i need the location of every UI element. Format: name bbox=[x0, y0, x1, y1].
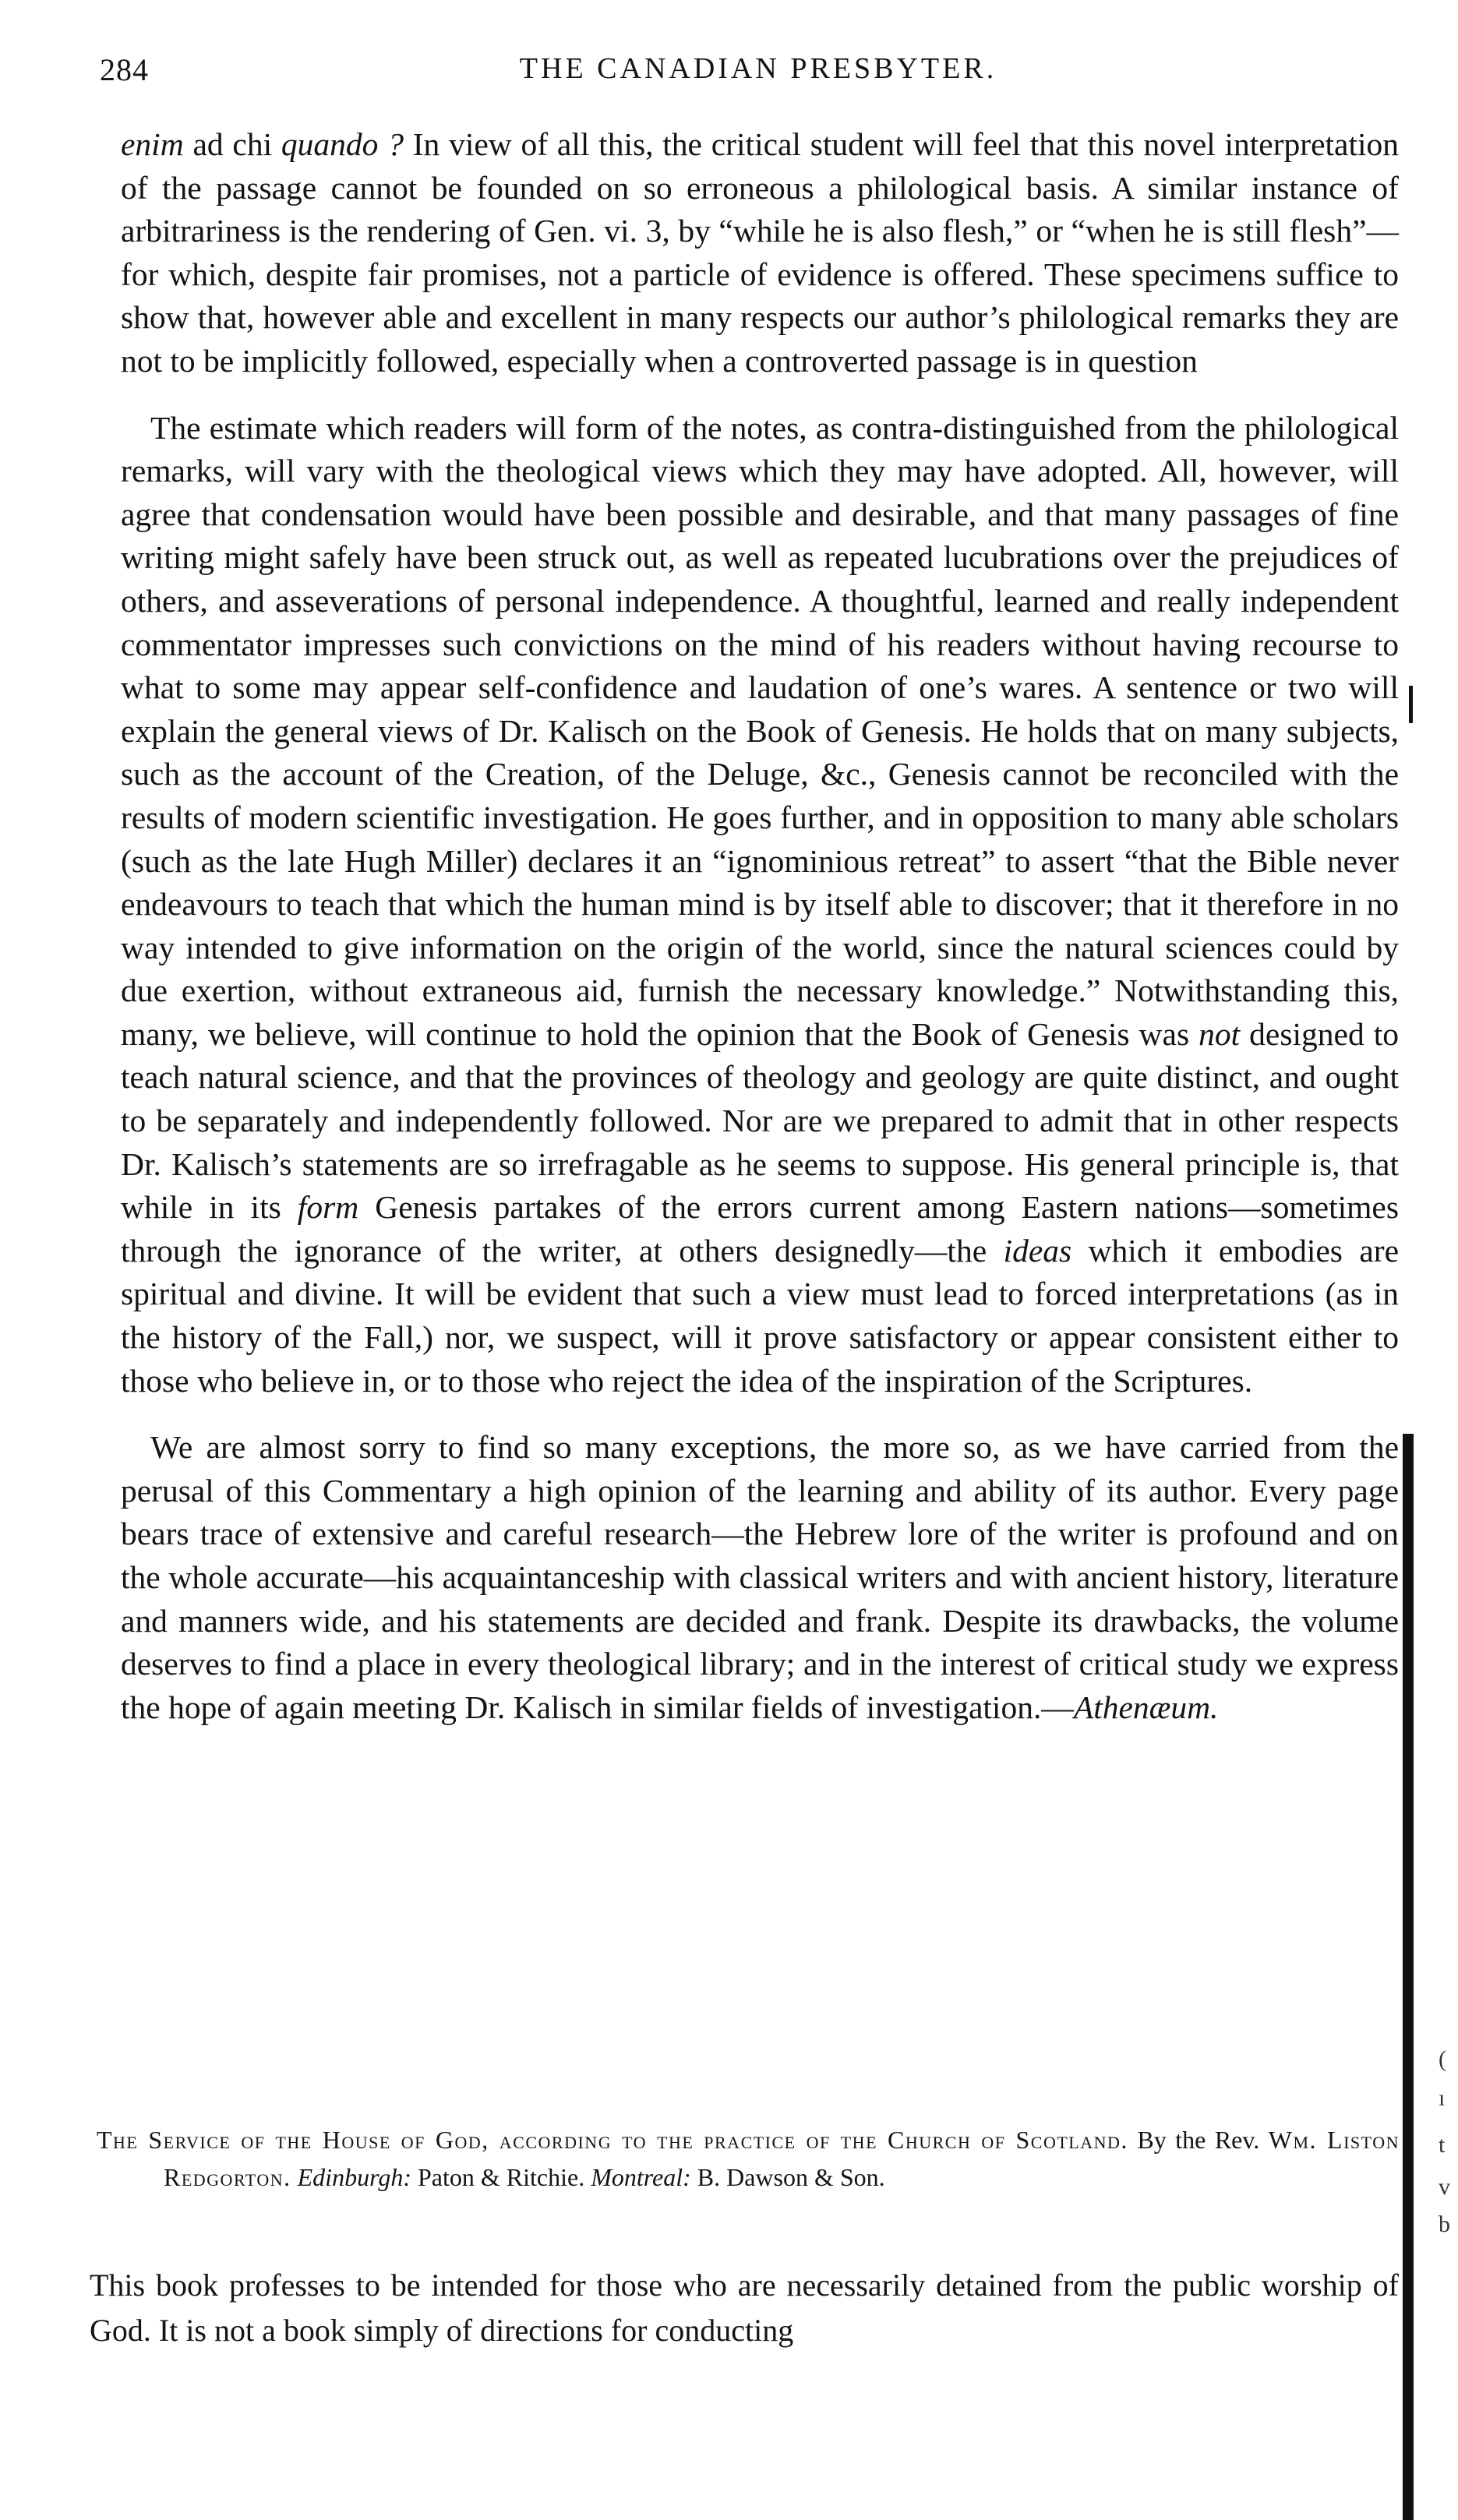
paragraph-notes-estimate bbox=[121, 407, 1399, 1403]
latin-word-quando: quando ? bbox=[281, 126, 404, 162]
notice-text-block bbox=[90, 2263, 1399, 2377]
journal-title: THE CANADIAN PRESBYTER. bbox=[519, 52, 997, 85]
publisher-montreal: B. Dawson & Son. bbox=[690, 2163, 885, 2191]
publisher-place-montreal: Montreal: bbox=[591, 2163, 691, 2191]
paragraph-body-part-4: which it embodies are spiritual and divine. It will be evident that such a view must lead to forced interpretations (as in the history of the Fall,) nor, we suspect, will it prove satisfactory or appear consistent either to those who believe in, or to those who reject the idea of the inspiration of the Scriptures. bbox=[121, 1232, 1399, 1399]
source-athenaeum: Athenæum. bbox=[1073, 1689, 1219, 1725]
book-title: The Service of the House of God, according to the practice of the Church of Scotland. bbox=[97, 2126, 1128, 2154]
italic-ideas: ideas bbox=[1003, 1232, 1072, 1269]
margin-mark: ı bbox=[1439, 2085, 1446, 2111]
notice-paragraph: This book professes to be intended for those who are necessarily detained from the public worship of God. It is not a book simply of directions for conducting bbox=[90, 2268, 1399, 2348]
latin-phrase: ad chi bbox=[183, 126, 281, 162]
paragraph-body-part-2: designed to teach natural science, and that the provinces of theology and geology are quite distinct, and ought to be separately and independently followed. Nor are we prepared to admit that in other respects Dr. Kalisch’s statements are so irrefragable as he seems to suppose. His general principle is, that while in its bbox=[121, 1015, 1399, 1226]
publisher-edinburgh: Paton & Ritchie. bbox=[411, 2163, 591, 2191]
italic-form: form bbox=[297, 1189, 359, 1226]
paragraph-body: In view of all this, the critical student will feel that this novel interpretation of the passage cannot be founded on so erroneous a philological basis. A similar instance of arbitrariness is the rendering of Gen. vi. 3, by “while he is also flesh,” or “when he is still flesh”—for which, despite fair promises, not a particle of evidence is offered. These specimens suffice to show that, however able and excellent in many respects our author’s philological remarks they are not to be implicitly followed, especially when a controverted passage is in question bbox=[121, 126, 1400, 379]
paragraph-philological-basis bbox=[121, 123, 1399, 383]
paragraph-body-part-1: The estimate which readers will form of the notes, as contra-distinguished from the philological remarks, will vary with the theological views which they may have adopted. All, however, will agree that condensation would have been possible and desirable, and that many passages of fine writing might safely have been struck out, as well as repeated lucubrations over the prejudices of others, and asseverations of personal independence. A thoughtful, learned and really independent commentator impresses such convictions on the mind of his readers without having recourse to what to some may appear self-confidence and laudation of one’s wares. A sentence or two will explain the general views of Dr. Kalisch on the Book of Genesis. He holds that on many subjects, such as the account of the Creation, of the Deluge, &c., Genesis cannot be reconciled with the results of modern scientific investigation. He goes further, and in opposition to many able scholars (such as the late Hugh Miller) declares it an “ignominious retreat” to assert “that the Bible never endeavours to teach that which the human mind is by itself able to discover; that it therefore in no way intended to give information on the origin of the world, since the natural sciences could by due exertion, without extraneous aid, furnish the necessary knowledge.” Notwithstanding this, many, we believe, will continue to hold the opinion that the Book of Genesis was bbox=[121, 409, 1399, 1052]
binding-shadow bbox=[1403, 1434, 1414, 2520]
margin-mark: t bbox=[1439, 2132, 1446, 2158]
author-prefix: By the Rev. bbox=[1128, 2126, 1269, 2154]
margin-mark: v bbox=[1439, 2174, 1450, 2200]
paragraph-body-part-3: Genesis partakes of the errors current among Eastern nations—sometimes through the ignorance of the writer, at others designedly—the bbox=[121, 1189, 1399, 1269]
book-notice-heading bbox=[97, 2121, 1400, 2196]
paragraph-body: We are almost sorry to find so many exceptions, the more so, as we have carried from the perusal of this Commentary a high opinion of the learning and ability of its author. Every page bears trace of extensive and careful research—the Hebrew lore of the writer is profound and on the whole accurate—his acquaintanceship with classical writers and with ancient history, literature and manners wide, and his statements are decided and frank. Despite its drawbacks, the volume deserves to find a place in every theological library; and in the interest of critical study we express the hope of again meeting Dr. Kalisch in similar fields of investigation.— bbox=[121, 1429, 1399, 1725]
italic-not: not bbox=[1199, 1015, 1241, 1052]
paragraph-conclusion bbox=[121, 1426, 1399, 1729]
margin-mark: b bbox=[1439, 2211, 1450, 2237]
publisher-place-edinburgh: Edinburgh: bbox=[297, 2163, 411, 2191]
binding-shadow-mark bbox=[1409, 686, 1413, 723]
latin-word-enim: enim bbox=[121, 126, 184, 162]
running-head bbox=[100, 51, 1417, 94]
margin-mark: ( bbox=[1439, 2046, 1446, 2072]
book-notice bbox=[97, 2121, 1400, 2196]
review-text bbox=[121, 123, 1399, 1752]
page-number: 284 bbox=[100, 52, 149, 87]
author-name: Wm. Liston Redgorton. bbox=[164, 2126, 1400, 2191]
